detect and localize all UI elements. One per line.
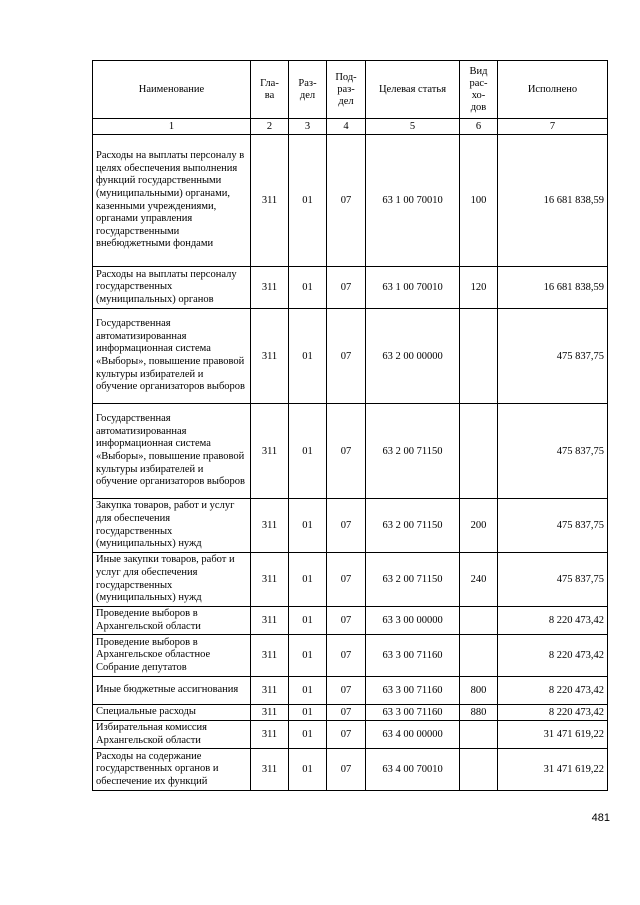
row-razdel: 01 [289, 135, 327, 267]
header-podrazdel [327, 61, 366, 119]
row-target: 63 3 00 71160 [366, 677, 460, 705]
column-number: 5 [366, 119, 460, 135]
row-glava: 311 [251, 267, 289, 309]
row-razdel: 01 [289, 553, 327, 607]
table-row [93, 677, 608, 705]
row-name: Расходы на выплаты персоналу государственных (муниципальных) органов [93, 267, 251, 309]
row-target: 63 1 00 70010 [366, 135, 460, 267]
row-executed: 8 220 473,42 [498, 705, 608, 721]
row-name: Закупка товаров, работ и услуг для обеспечения государственных (муниципальных) нужд [93, 499, 251, 553]
row-vid [460, 749, 498, 791]
column-number: 3 [289, 119, 327, 135]
row-target: 63 3 00 71160 [366, 635, 460, 677]
header-podrazdel-text: Под- раз- дел [335, 71, 357, 107]
header-name: Наименование [93, 61, 251, 119]
row-glava: 311 [251, 135, 289, 267]
table-row [93, 705, 608, 721]
row-name: Иные бюджетные ассигнования [93, 677, 251, 705]
row-podrazdel: 07 [327, 635, 366, 677]
budget-execution-table [92, 60, 608, 791]
row-name: Расходы на выплаты персоналу в целях обеспечения выполнения функций государственными (муниципальными) органами, казенными учреждениями, органами управления государственными внебюджетными фондами [93, 135, 251, 267]
column-number: 4 [327, 119, 366, 135]
row-name: Государственная автоматизированная информационная система «Выборы», повышение правовой культуры избирателей и обучение организаторов выборов [93, 309, 251, 404]
row-glava: 311 [251, 553, 289, 607]
header-executed: Исполнено [498, 61, 608, 119]
row-target: 63 3 00 00000 [366, 607, 460, 635]
row-podrazdel: 07 [327, 135, 366, 267]
row-executed: 475 837,75 [498, 553, 608, 607]
table-row [93, 635, 608, 677]
row-razdel: 01 [289, 635, 327, 677]
row-executed: 16 681 838,59 [498, 267, 608, 309]
column-number-row [93, 119, 608, 135]
row-executed: 475 837,75 [498, 404, 608, 499]
row-razdel: 01 [289, 499, 327, 553]
row-vid: 100 [460, 135, 498, 267]
row-glava: 311 [251, 721, 289, 749]
header-razdel-text: Раз- дел [298, 77, 317, 101]
table-row [93, 553, 608, 607]
row-executed: 8 220 473,42 [498, 607, 608, 635]
row-vid [460, 721, 498, 749]
table-row [93, 607, 608, 635]
column-number: 6 [460, 119, 498, 135]
row-razdel: 01 [289, 677, 327, 705]
header-target: Целевая статья [366, 61, 460, 119]
row-glava: 311 [251, 404, 289, 499]
row-podrazdel: 07 [327, 404, 366, 499]
row-glava: 311 [251, 705, 289, 721]
row-executed: 8 220 473,42 [498, 635, 608, 677]
table-row [93, 267, 608, 309]
row-target: 63 3 00 71160 [366, 705, 460, 721]
row-razdel: 01 [289, 705, 327, 721]
row-podrazdel: 07 [327, 607, 366, 635]
row-glava: 311 [251, 499, 289, 553]
row-vid: 240 [460, 553, 498, 607]
row-executed: 16 681 838,59 [498, 135, 608, 267]
row-razdel: 01 [289, 404, 327, 499]
table-row [93, 135, 608, 267]
column-number: 1 [93, 119, 251, 135]
row-target: 63 2 00 71150 [366, 404, 460, 499]
row-razdel: 01 [289, 607, 327, 635]
page-number: 481 [591, 812, 610, 824]
table-row [93, 404, 608, 499]
header-vid-text: Вид рас- хо- дов [469, 65, 488, 113]
row-glava: 311 [251, 635, 289, 677]
row-executed: 31 471 619,22 [498, 721, 608, 749]
row-target: 63 2 00 71150 [366, 553, 460, 607]
row-glava: 311 [251, 607, 289, 635]
row-executed: 475 837,75 [498, 499, 608, 553]
row-vid: 880 [460, 705, 498, 721]
header-razdel [289, 61, 327, 119]
row-podrazdel: 07 [327, 677, 366, 705]
row-target: 63 1 00 70010 [366, 267, 460, 309]
row-executed: 31 471 619,22 [498, 749, 608, 791]
row-name: Избирательная комиссия Архангельской области [93, 721, 251, 749]
row-target: 63 2 00 00000 [366, 309, 460, 404]
row-glava: 311 [251, 309, 289, 404]
row-razdel: 01 [289, 309, 327, 404]
column-number: 7 [498, 119, 608, 135]
row-name: Государственная автоматизированная информационная система «Выборы», повышение правовой культуры избирателей и обучение организаторов выборов [93, 404, 251, 499]
row-podrazdel: 07 [327, 267, 366, 309]
row-name: Проведение выборов в Архангельское областное Собрание депутатов [93, 635, 251, 677]
row-vid: 200 [460, 499, 498, 553]
row-name: Специальные расходы [93, 705, 251, 721]
header-glava-text: Гла- ва [260, 77, 279, 101]
row-target: 63 4 00 00000 [366, 721, 460, 749]
header-glava [251, 61, 289, 119]
table-row [93, 499, 608, 553]
row-vid: 800 [460, 677, 498, 705]
row-vid: 120 [460, 267, 498, 309]
row-podrazdel: 07 [327, 309, 366, 404]
row-podrazdel: 07 [327, 749, 366, 791]
column-number: 2 [251, 119, 289, 135]
row-vid [460, 607, 498, 635]
row-name: Иные закупки товаров, работ и услуг для обеспечения государственных (муниципальных) нужд [93, 553, 251, 607]
table-row [93, 721, 608, 749]
row-glava: 311 [251, 749, 289, 791]
row-razdel: 01 [289, 267, 327, 309]
table-row [93, 749, 608, 791]
row-podrazdel: 07 [327, 721, 366, 749]
row-executed: 8 220 473,42 [498, 677, 608, 705]
table-header-row [93, 61, 608, 119]
row-razdel: 01 [289, 749, 327, 791]
row-executed: 475 837,75 [498, 309, 608, 404]
row-podrazdel: 07 [327, 705, 366, 721]
row-glava: 311 [251, 677, 289, 705]
row-vid [460, 635, 498, 677]
row-target: 63 4 00 70010 [366, 749, 460, 791]
row-razdel: 01 [289, 721, 327, 749]
row-target: 63 2 00 71150 [366, 499, 460, 553]
row-vid [460, 404, 498, 499]
row-vid [460, 309, 498, 404]
row-podrazdel: 07 [327, 499, 366, 553]
row-name: Проведение выборов в Архангельской области [93, 607, 251, 635]
row-name: Расходы на содержание государственных органов и обеспечение их функций [93, 749, 251, 791]
header-vid [460, 61, 498, 119]
row-podrazdel: 07 [327, 553, 366, 607]
table-row [93, 309, 608, 404]
